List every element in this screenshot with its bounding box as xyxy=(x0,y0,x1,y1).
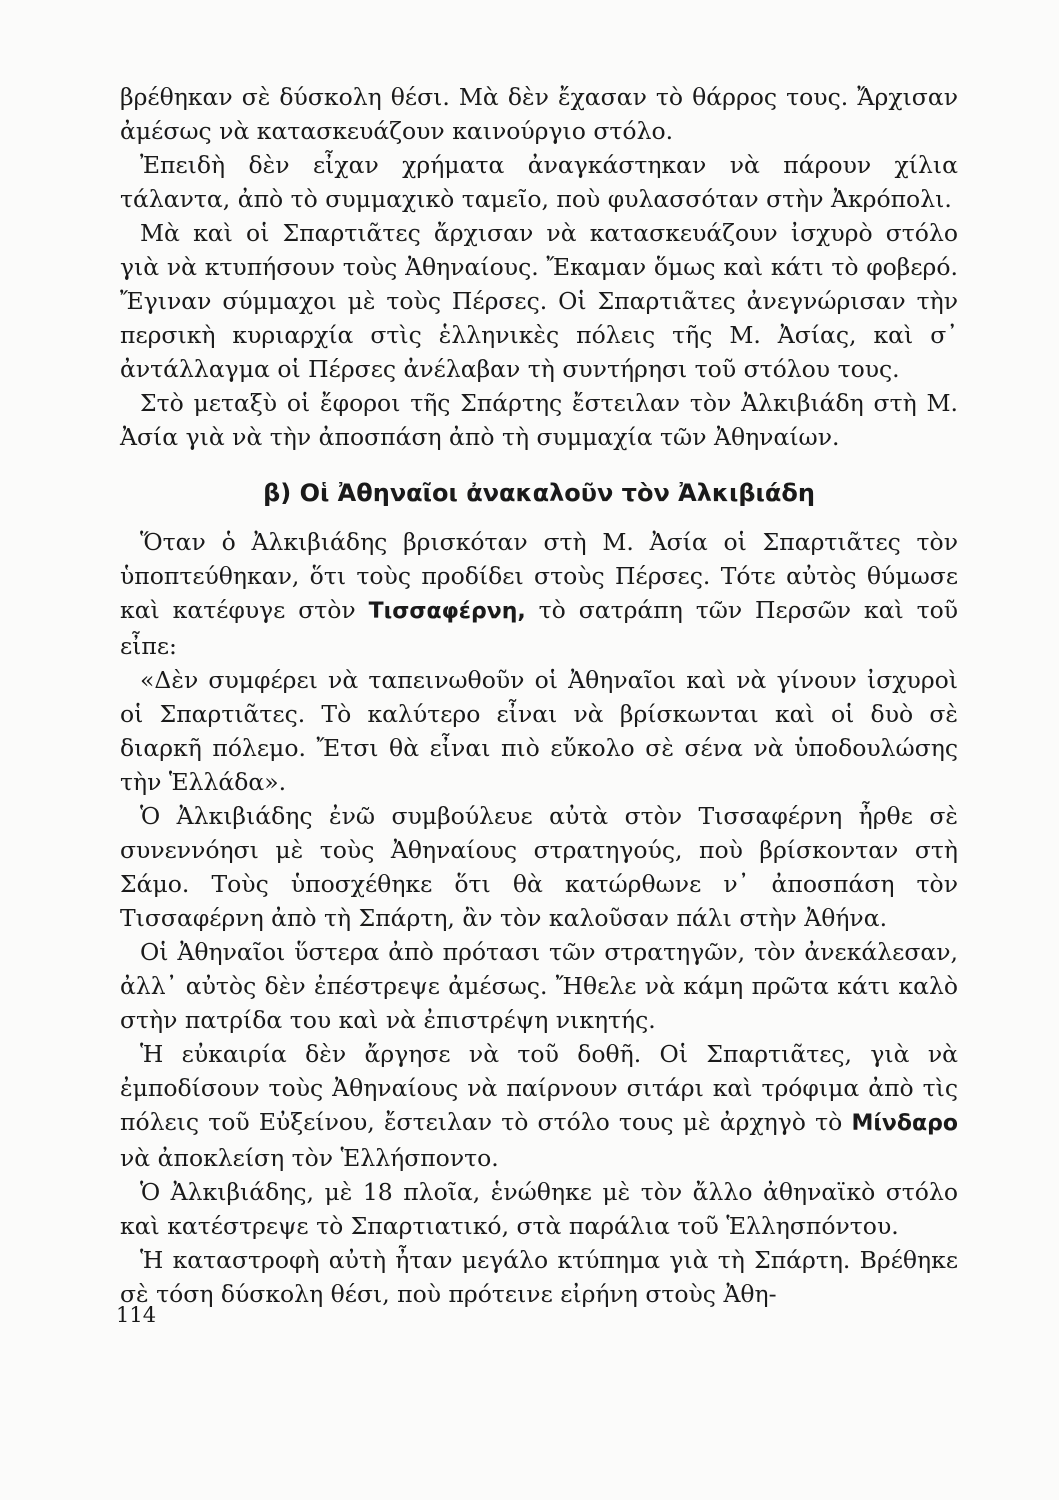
paragraph xyxy=(120,1037,958,1175)
text-section-top xyxy=(120,80,958,454)
paragraph: βρέθηκαν σὲ δύσκολη θέσι. Μὰ δὲν ἔχασαν τὸ θάρρος τους. Ἄρχισαν ἀμέσως νὰ κατασκευάζουν καινούργιο στόλο. xyxy=(120,83,958,145)
bold-name-mindaros: Μίνδαρο xyxy=(851,1111,958,1136)
text-section-bottom xyxy=(120,525,958,1311)
page-number: 114 xyxy=(116,1303,157,1327)
paragraph: Μὰ καὶ οἱ Σπαρτιᾶτες ἄρχισαν νὰ κατασκευάζουν ἰσχυρὸ στόλο γιὰ νὰ κτυπήσουν τοὺς Ἀθηναίους. Ἔκαμαν ὅμως καὶ κάτι τὸ φοβερό. Ἔγιναν σύμμαχοι μὲ τοὺς Πέρσες. Οἱ Σπαρτιᾶτες ἀνεγνώρισαν τὴν περσικὴ κυριαρχία στὶς ἑλληνικὲς πόλεις τῆς Μ. Ἀσίας, καὶ σ᾽ ἀντάλλαγμα οἱ Πέρσες ἀνέλαβαν τὴ συντήρησι τοῦ στόλου τους. xyxy=(120,219,958,383)
paragraph: Οἱ Ἀθηναῖοι ὕστερα ἀπὸ πρότασι τῶν στρατηγῶν, τὸν ἀνεκάλεσαν, ἀλλ᾽ αὐτὸς δὲν ἐπέστρεψε ἀμέσως. Ἤθελε νὰ κάμη πρῶτα κάτι καλὸ στὴν πατρίδα του καὶ νὰ ἐπιστρέψη νικητής. xyxy=(120,938,958,1034)
section-heading: β) Οἱ Ἀθηναῖοι ἀνακαλοῦν τὸν Ἀλκιβιάδη xyxy=(263,479,815,507)
paragraph-text: Ἡ εὐκαιρία δὲν ἄργησε νὰ τοῦ δοθῆ. Οἱ Σπαρτιᾶτες, γιὰ νὰ ἐμποδίσουν τοὺς Ἀθηναίους νὰ παίρνουν σιτάρι καὶ τρόφιμα ἀπὸ τὶς πόλεις τοῦ Εὐξείνου, ἔστειλαν τὸ στόλο τους μὲ ἀρχηγὸ τὸ xyxy=(120,1040,958,1136)
paragraph: Ἐπειδὴ δὲν εἶχαν χρήματα ἀναγκάστηκαν νὰ πάρουν χίλια τάλαντα, ἀπὸ τὸ συμμαχικὸ ταμεῖο, ποὺ φυλασσόταν στὴν Ἀκρόπολι. xyxy=(120,151,958,213)
paragraph: Ὁ Ἀλκιβιάδης, μὲ 18 πλοῖα, ἑνώθηκε μὲ τὸν ἄλλο ἀθηναϊκὸ στόλο καὶ κατέστρεψε τὸ Σπαρτιατικό, στὰ παράλια τοῦ Ἑλλησπόντου. xyxy=(120,1178,958,1240)
paragraph: Στὸ μεταξὺ οἱ ἔφοροι τῆς Σπάρτης ἔστειλαν τὸν Ἀλκιβιάδη στὴ Μ. Ἀσία γιὰ νὰ τὴν ἀποσπάση ἀπὸ τὴ συμμαχία τῶν Ἀθηναίων. xyxy=(120,389,958,451)
bold-name-tissaphernes: Τισσαφέρνη, xyxy=(368,599,526,624)
paragraph-text: νὰ ἀποκλείση τὸν Ἑλλήσποντο. xyxy=(120,1144,499,1172)
paragraph: Ἡ καταστροφὴ αὐτὴ ἦταν μεγάλο κτύπημα γιὰ τὴ Σπάρτη. Βρέθηκε σὲ τόση δύσκολη θέσι, ποὺ πρότεινε εἰρήνη στοὺς Ἀθη- xyxy=(120,1246,958,1308)
paragraph-quote: «Δὲν συμφέρει νὰ ταπεινωθοῦν οἱ Ἀθηναῖοι καὶ νὰ γίνουν ἰσχυροὶ οἱ Σπαρτιᾶτες. Τὸ καλύτερο εἶναι νὰ βρίσκωνται καὶ οἱ δυὸ σὲ διαρκῆ πόλεμο. Ἔτσι θὰ εἶναι πιὸ εὔκολο σὲ σένα νὰ ὑποδουλώσης τὴν Ἑλλάδα». xyxy=(120,666,958,796)
paragraph: Ὁ Ἀλκιβιάδης ἐνῶ συμβούλευε αὐτὰ στὸν Τισσαφέρνη ἦρθε σὲ συνεννόησι μὲ τοὺς Ἀθηναίους στρατηγούς, ποὺ βρίσκονταν στὴ Σάμο. Τοὺς ὑποσχέθηκε ὅτι θὰ κατώρθωνε ν᾽ ἀποσπάση τὸν Τισσαφέρνη ἀπὸ τὴ Σπάρτη, ἂν τὸν καλοῦσαν πάλι στὴν Ἀθήνα. xyxy=(120,802,958,932)
paragraph-text: Ὅταν ὁ Ἀλκιβιάδης βρισκόταν στὴ Μ. Ἀσία οἱ Σπαρτιᾶτες τὸν ὑποπτεύθηκαν, ὅτι τοὺς προδίδει στοὺς Πέρσες. Τότε αὐτὸς θύμωσε καὶ κατέφυγε στὸν xyxy=(120,528,958,624)
paragraph-text: τὸ σατράπη τῶν Περσῶν καὶ τοῦ εἶπε: xyxy=(120,596,958,660)
paragraph xyxy=(120,525,958,663)
